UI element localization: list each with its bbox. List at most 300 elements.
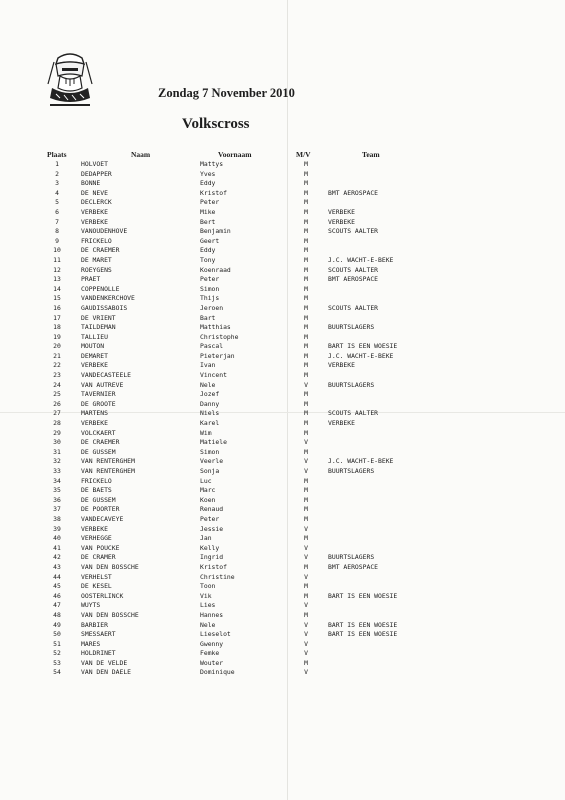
cell-plaats: 8 (55, 227, 59, 236)
cell-naam: VERBEKE (81, 217, 108, 226)
cell-voornaam: Dominique (200, 668, 235, 677)
table-row (0, 227, 565, 237)
cell-naam: DE KESEL (81, 582, 112, 591)
cell-naam: DEDAPPER (81, 169, 112, 178)
cell-voornaam: Peter (200, 275, 220, 284)
cell-naam: VERBEKE (81, 207, 108, 216)
cell-plaats: 17 (53, 313, 61, 322)
cell-plaats: 45 (53, 582, 61, 591)
cell-voornaam: Luc (200, 476, 212, 485)
cell-plaats: 10 (53, 246, 61, 255)
cell-naam: MOUTON (81, 342, 105, 351)
cell-plaats: 15 (53, 294, 61, 303)
cell-plaats: 22 (53, 361, 61, 370)
cell-voornaam: Vik (200, 591, 212, 600)
cell-naam: DE VRIENT (81, 313, 116, 322)
table-row (0, 429, 565, 439)
cell-mv: M (304, 534, 308, 543)
cell-voornaam: Pieterjan (200, 351, 235, 360)
cell-voornaam: Mike (200, 207, 216, 216)
cell-mv: V (304, 668, 308, 677)
cell-plaats: 29 (53, 428, 61, 437)
cell-voornaam: Peter (200, 198, 220, 207)
cell-voornaam: Matthias (200, 323, 231, 332)
cell-mv: M (304, 658, 308, 667)
cell-voornaam: Simon (200, 447, 220, 456)
cell-plaats: 24 (53, 380, 61, 389)
table-row (0, 419, 565, 429)
cell-naam: WUYTS (81, 601, 101, 610)
cell-plaats: 9 (55, 236, 59, 245)
cell-team: BUURTSLAGERS (328, 380, 375, 389)
cell-mv: M (304, 236, 308, 245)
cell-naam: DE GUSSEM (81, 495, 116, 504)
cell-voornaam: Danny (200, 399, 220, 408)
cell-mv: M (304, 227, 308, 236)
cell-voornaam: Marc (200, 486, 216, 495)
cell-plaats: 34 (53, 476, 61, 485)
table-row (0, 208, 565, 218)
cell-naam: VAN POUCKE (81, 543, 120, 552)
table-row (0, 371, 565, 381)
cell-plaats: 5 (55, 198, 59, 207)
cell-mv: M (304, 275, 308, 284)
cell-team: SCOUTS AALTER (328, 303, 379, 312)
cell-plaats: 33 (53, 467, 61, 475)
cell-voornaam: Jeroen (200, 303, 224, 312)
cell-mv: M (304, 428, 308, 437)
cell-plaats: 19 (53, 332, 61, 341)
cell-team: VERBEKE (328, 419, 355, 428)
cell-naam: DE NEVE (81, 188, 108, 197)
cell-naam: BONNE (81, 179, 101, 188)
cell-voornaam: Geert (200, 236, 220, 245)
cell-voornaam: Wim (200, 428, 212, 437)
cell-voornaam: Wouter (200, 658, 224, 667)
cell-mv: M (304, 294, 308, 303)
header-voornaam: Voornaam (218, 150, 252, 159)
cell-mv: V (304, 572, 308, 581)
table-row (0, 198, 565, 208)
cell-plaats: 27 (53, 409, 61, 418)
cell-voornaam: Bert (200, 217, 216, 226)
cell-voornaam: Ingrid (200, 553, 224, 562)
cell-voornaam: Karel (200, 419, 220, 428)
cell-plaats: 44 (53, 572, 61, 581)
table-row (0, 563, 565, 573)
table-row (0, 294, 565, 304)
cell-naam: MARES (81, 639, 101, 648)
table-row (0, 179, 565, 189)
cell-plaats: 7 (55, 217, 59, 226)
cell-voornaam: Nele (200, 620, 216, 629)
table-row (0, 573, 565, 583)
table-row (0, 390, 565, 400)
cell-mv: V (304, 524, 308, 533)
cell-plaats: 14 (53, 284, 61, 293)
cell-mv: V (304, 380, 308, 389)
cell-naam: VAN DEN DAELE (81, 668, 132, 677)
table-row (0, 553, 565, 563)
cell-team: J.C. WACHT-E-BEKE (328, 255, 394, 264)
table-row (0, 409, 565, 419)
cell-mv: M (304, 591, 308, 600)
cell-mv: M (304, 419, 308, 428)
table-row (0, 582, 565, 592)
cell-mv: M (304, 342, 308, 351)
header-naam: Naam (131, 150, 151, 159)
cell-mv: V (304, 553, 308, 562)
cell-mv: V (304, 467, 308, 475)
cell-voornaam: Eddy (200, 246, 216, 255)
cell-plaats: 11 (53, 255, 61, 264)
cell-voornaam: Kristof (200, 562, 227, 571)
cell-team: VERBEKE (328, 207, 355, 216)
event-date: Zondag 7 November 2010 (158, 86, 295, 100)
cell-plaats: 16 (53, 303, 61, 312)
cell-voornaam: Toon (200, 582, 216, 591)
cell-mv: M (304, 610, 308, 619)
table-row (0, 659, 565, 669)
table-row (0, 160, 565, 170)
cell-naam: DE BAETS (81, 486, 112, 495)
cell-naam: VANOUDENHOVE (81, 227, 128, 236)
table-row (0, 304, 565, 314)
cell-naam: OOSTERLINCK (81, 591, 124, 600)
cell-plaats: 40 (53, 534, 61, 543)
cell-voornaam: Yves (200, 169, 216, 178)
table-row (0, 352, 565, 362)
cell-naam: TALLIEU (81, 332, 108, 341)
cell-voornaam: Renaud (200, 505, 224, 514)
cell-mv: M (304, 447, 308, 456)
header-plaats: Plaats (47, 150, 67, 159)
table-row (0, 275, 565, 285)
table-row (0, 467, 565, 477)
cell-team: BART IS EEN WOESIE (328, 591, 398, 600)
cell-voornaam: Matiele (200, 438, 227, 447)
cell-voornaam: Veerle (200, 457, 224, 466)
cell-plaats: 53 (53, 658, 61, 667)
cell-naam: DE CRAMER (81, 553, 116, 562)
cell-naam: VANDECAVEYE (81, 514, 124, 523)
cell-mv: M (304, 265, 308, 274)
cell-mv: M (304, 160, 308, 168)
table-row (0, 534, 565, 544)
cell-mv: M (304, 495, 308, 504)
cell-plaats: 39 (53, 524, 61, 533)
table-row (0, 457, 565, 467)
cell-naam: DE CRAEMER (81, 246, 120, 255)
cell-team: VERBEKE (328, 361, 355, 370)
cell-naam: DE GUSSEM (81, 447, 116, 456)
cell-team: BMT AEROSPACE (328, 275, 379, 284)
cell-voornaam: Thijs (200, 294, 220, 303)
cell-plaats: 52 (53, 649, 61, 658)
cell-plaats: 2 (55, 169, 59, 178)
cell-naam: VAN DE VELDE (81, 658, 128, 667)
cell-plaats: 26 (53, 399, 61, 408)
page-title: Volkscross (182, 116, 250, 132)
cell-mv: M (304, 476, 308, 485)
cell-plaats: 36 (53, 495, 61, 504)
cell-team: BUURTSLAGERS (328, 553, 375, 562)
cell-mv: M (304, 505, 308, 514)
cell-mv: V (304, 630, 308, 639)
cell-plaats: 37 (53, 505, 61, 514)
table-row (0, 649, 565, 659)
cell-plaats: 4 (55, 188, 59, 197)
cell-voornaam: Jan (200, 534, 212, 543)
cell-mv: M (304, 371, 308, 380)
cell-plaats: 20 (53, 342, 61, 351)
cell-naam: HOLVOET (81, 160, 108, 168)
cell-naam: VERHELST (81, 572, 112, 581)
table-row (0, 333, 565, 343)
cell-naam: PRAET (81, 275, 101, 284)
cell-plaats: 50 (53, 630, 61, 639)
table-row (0, 448, 565, 458)
table-row (0, 486, 565, 496)
table-row (0, 515, 565, 525)
cell-mv: V (304, 639, 308, 648)
cell-naam: VAN RENTERGHEM (81, 467, 135, 475)
cell-team: BART IS EEN WOESIE (328, 342, 398, 351)
cell-naam: VAN DEN BOSSCHE (81, 610, 139, 619)
cell-team: SCOUTS AALTER (328, 265, 379, 274)
table-row (0, 323, 565, 333)
cell-mv: M (304, 255, 308, 264)
cell-naam: GAUDISSABOIS (81, 303, 128, 312)
cell-mv: M (304, 303, 308, 312)
table-row (0, 170, 565, 180)
cell-mv: M (304, 179, 308, 188)
cell-voornaam: Christine (200, 572, 235, 581)
cell-mv: M (304, 169, 308, 178)
cell-mv: V (304, 438, 308, 447)
table-row (0, 256, 565, 266)
cell-plaats: 3 (55, 179, 59, 188)
table-row (0, 505, 565, 515)
cell-naam: DECLERCK (81, 198, 112, 207)
table-row (0, 640, 565, 650)
table-row (0, 611, 565, 621)
cell-voornaam: Pascal (200, 342, 224, 351)
cell-voornaam: Simon (200, 284, 220, 293)
cell-mv: M (304, 409, 308, 418)
cell-plaats: 23 (53, 371, 61, 380)
cell-mv: M (304, 217, 308, 226)
table-row (0, 544, 565, 554)
cell-plaats: 28 (53, 419, 61, 428)
cell-voornaam: Benjamin (200, 227, 231, 236)
cell-voornaam: Lies (200, 601, 216, 610)
cell-plaats: 47 (53, 601, 61, 610)
cell-team: BMT AEROSPACE (328, 188, 379, 197)
cell-naam: FRICKELO (81, 236, 112, 245)
cell-team: VERBEKE (328, 217, 355, 226)
cell-naam: VOLCKAERT (81, 428, 116, 437)
cell-team: BUURTSLAGERS (328, 323, 375, 332)
cell-naam: DE MARET (81, 255, 112, 264)
cell-mv: M (304, 361, 308, 370)
cell-mv: M (304, 332, 308, 341)
cell-plaats: 51 (53, 639, 61, 648)
cell-mv: M (304, 313, 308, 322)
cell-voornaam: Koenraad (200, 265, 231, 274)
cell-team: SCOUTS AALTER (328, 227, 379, 236)
cell-plaats: 18 (53, 323, 61, 332)
results-table (0, 160, 565, 678)
cell-naam: VANDENKERCHOVE (81, 294, 135, 303)
cell-naam: ROEYGENS (81, 265, 112, 274)
cell-plaats: 49 (53, 620, 61, 629)
table-row (0, 621, 565, 631)
cell-voornaam: Lieselot (200, 630, 231, 639)
cell-team: SCOUTS AALTER (328, 409, 379, 418)
cell-plaats: 43 (53, 562, 61, 571)
cell-plaats: 12 (53, 265, 61, 274)
cell-naam: SMESSAERT (81, 630, 116, 639)
table-row (0, 237, 565, 247)
cell-plaats: 6 (55, 207, 59, 216)
cell-naam: DE POORTER (81, 505, 120, 514)
cell-mv: V (304, 457, 308, 466)
cell-voornaam: Bart (200, 313, 216, 322)
cell-plaats: 21 (53, 351, 61, 360)
cell-mv: V (304, 601, 308, 610)
cell-mv: V (304, 543, 308, 552)
cell-team: J.C. WACHT-E-BEKE (328, 351, 394, 360)
cell-mv: M (304, 323, 308, 332)
cell-naam: TAVERNIER (81, 390, 116, 399)
cell-voornaam: Ivan (200, 361, 216, 370)
club-logo-icon (44, 48, 96, 112)
cell-mv: V (304, 649, 308, 658)
table-row (0, 266, 565, 276)
cell-plaats: 48 (53, 610, 61, 619)
cell-voornaam: Tony (200, 255, 216, 264)
cell-mv: M (304, 582, 308, 591)
cell-voornaam: Nele (200, 380, 216, 389)
cell-voornaam: Jessie (200, 524, 224, 533)
cell-team: J.C. WACHT-E-BEKE (328, 457, 394, 466)
cell-naam: DE GROOTE (81, 399, 116, 408)
cell-naam: VERHEGGE (81, 534, 112, 543)
cell-naam: HOLDRINET (81, 649, 116, 658)
cell-mv: M (304, 390, 308, 399)
cell-plaats: 42 (53, 553, 61, 562)
table-row (0, 218, 565, 228)
cell-naam: VAN AUTREVE (81, 380, 124, 389)
cell-voornaam: Niels (200, 409, 220, 418)
cell-plaats: 30 (53, 438, 61, 447)
cell-plaats: 32 (53, 457, 61, 466)
cell-team: BMT AEROSPACE (328, 562, 379, 571)
cell-naam: DE CRAEMER (81, 438, 120, 447)
table-row (0, 668, 565, 678)
cell-plaats: 46 (53, 591, 61, 600)
cell-voornaam: Jozef (200, 390, 220, 399)
cell-voornaam: Gwenny (200, 639, 224, 648)
cell-voornaam: Christophe (200, 332, 239, 341)
table-row (0, 496, 565, 506)
cell-mv: V (304, 620, 308, 629)
table-row (0, 438, 565, 448)
table-row (0, 361, 565, 371)
cell-plaats: 1 (55, 160, 59, 168)
cell-plaats: 25 (53, 390, 61, 399)
cell-voornaam: Peter (200, 514, 220, 523)
header-team: Team (362, 150, 380, 159)
cell-voornaam: Vincent (200, 371, 227, 380)
table-row (0, 381, 565, 391)
cell-naam: BARBIER (81, 620, 108, 629)
table-row (0, 285, 565, 295)
cell-team: BART IS EEN WOESIE (328, 630, 398, 639)
cell-voornaam: Kristof (200, 188, 227, 197)
cell-naam: VAN RENTERGHEM (81, 457, 135, 466)
table-row (0, 477, 565, 487)
cell-team: BUURTSLAGERS (328, 467, 375, 475)
cell-voornaam: Koen (200, 495, 216, 504)
table-row (0, 525, 565, 535)
cell-mv: M (304, 351, 308, 360)
cell-voornaam: Mattys (200, 160, 224, 168)
cell-naam: VERBEKE (81, 524, 108, 533)
cell-mv: M (304, 188, 308, 197)
cell-mv: M (304, 284, 308, 293)
cell-plaats: 54 (53, 668, 61, 677)
table-row (0, 189, 565, 199)
table-row (0, 592, 565, 602)
cell-naam: COPPENOLLE (81, 284, 120, 293)
cell-naam: VAN DEN BOSSCHE (81, 562, 139, 571)
table-row (0, 342, 565, 352)
cell-mv: M (304, 399, 308, 408)
cell-voornaam: Femke (200, 649, 220, 658)
cell-naam: VERBEKE (81, 361, 108, 370)
cell-plaats: 31 (53, 447, 61, 456)
cell-naam: TAILDEMAN (81, 323, 116, 332)
table-row (0, 314, 565, 324)
cell-mv: M (304, 246, 308, 255)
cell-team: BART IS EEN WOESIE (328, 620, 398, 629)
cell-voornaam: Kelly (200, 543, 220, 552)
cell-plaats: 41 (53, 543, 61, 552)
table-row (0, 400, 565, 410)
cell-voornaam: Hannes (200, 610, 224, 619)
cell-mv: M (304, 207, 308, 216)
table-row (0, 246, 565, 256)
cell-plaats: 38 (53, 514, 61, 523)
cell-mv: M (304, 486, 308, 495)
table-row (0, 630, 565, 640)
cell-naam: DEMARET (81, 351, 108, 360)
cell-naam: VANDECASTEELE (81, 371, 132, 380)
cell-mv: M (304, 562, 308, 571)
cell-voornaam: Eddy (200, 179, 216, 188)
cell-voornaam: Sonja (200, 467, 220, 475)
cell-naam: MARTENS (81, 409, 108, 418)
cell-mv: M (304, 198, 308, 207)
cell-plaats: 35 (53, 486, 61, 495)
cell-mv: M (304, 514, 308, 523)
cell-plaats: 13 (53, 275, 61, 284)
cell-naam: FRICKELO (81, 476, 112, 485)
table-row (0, 601, 565, 611)
cell-naam: VERBEKE (81, 419, 108, 428)
